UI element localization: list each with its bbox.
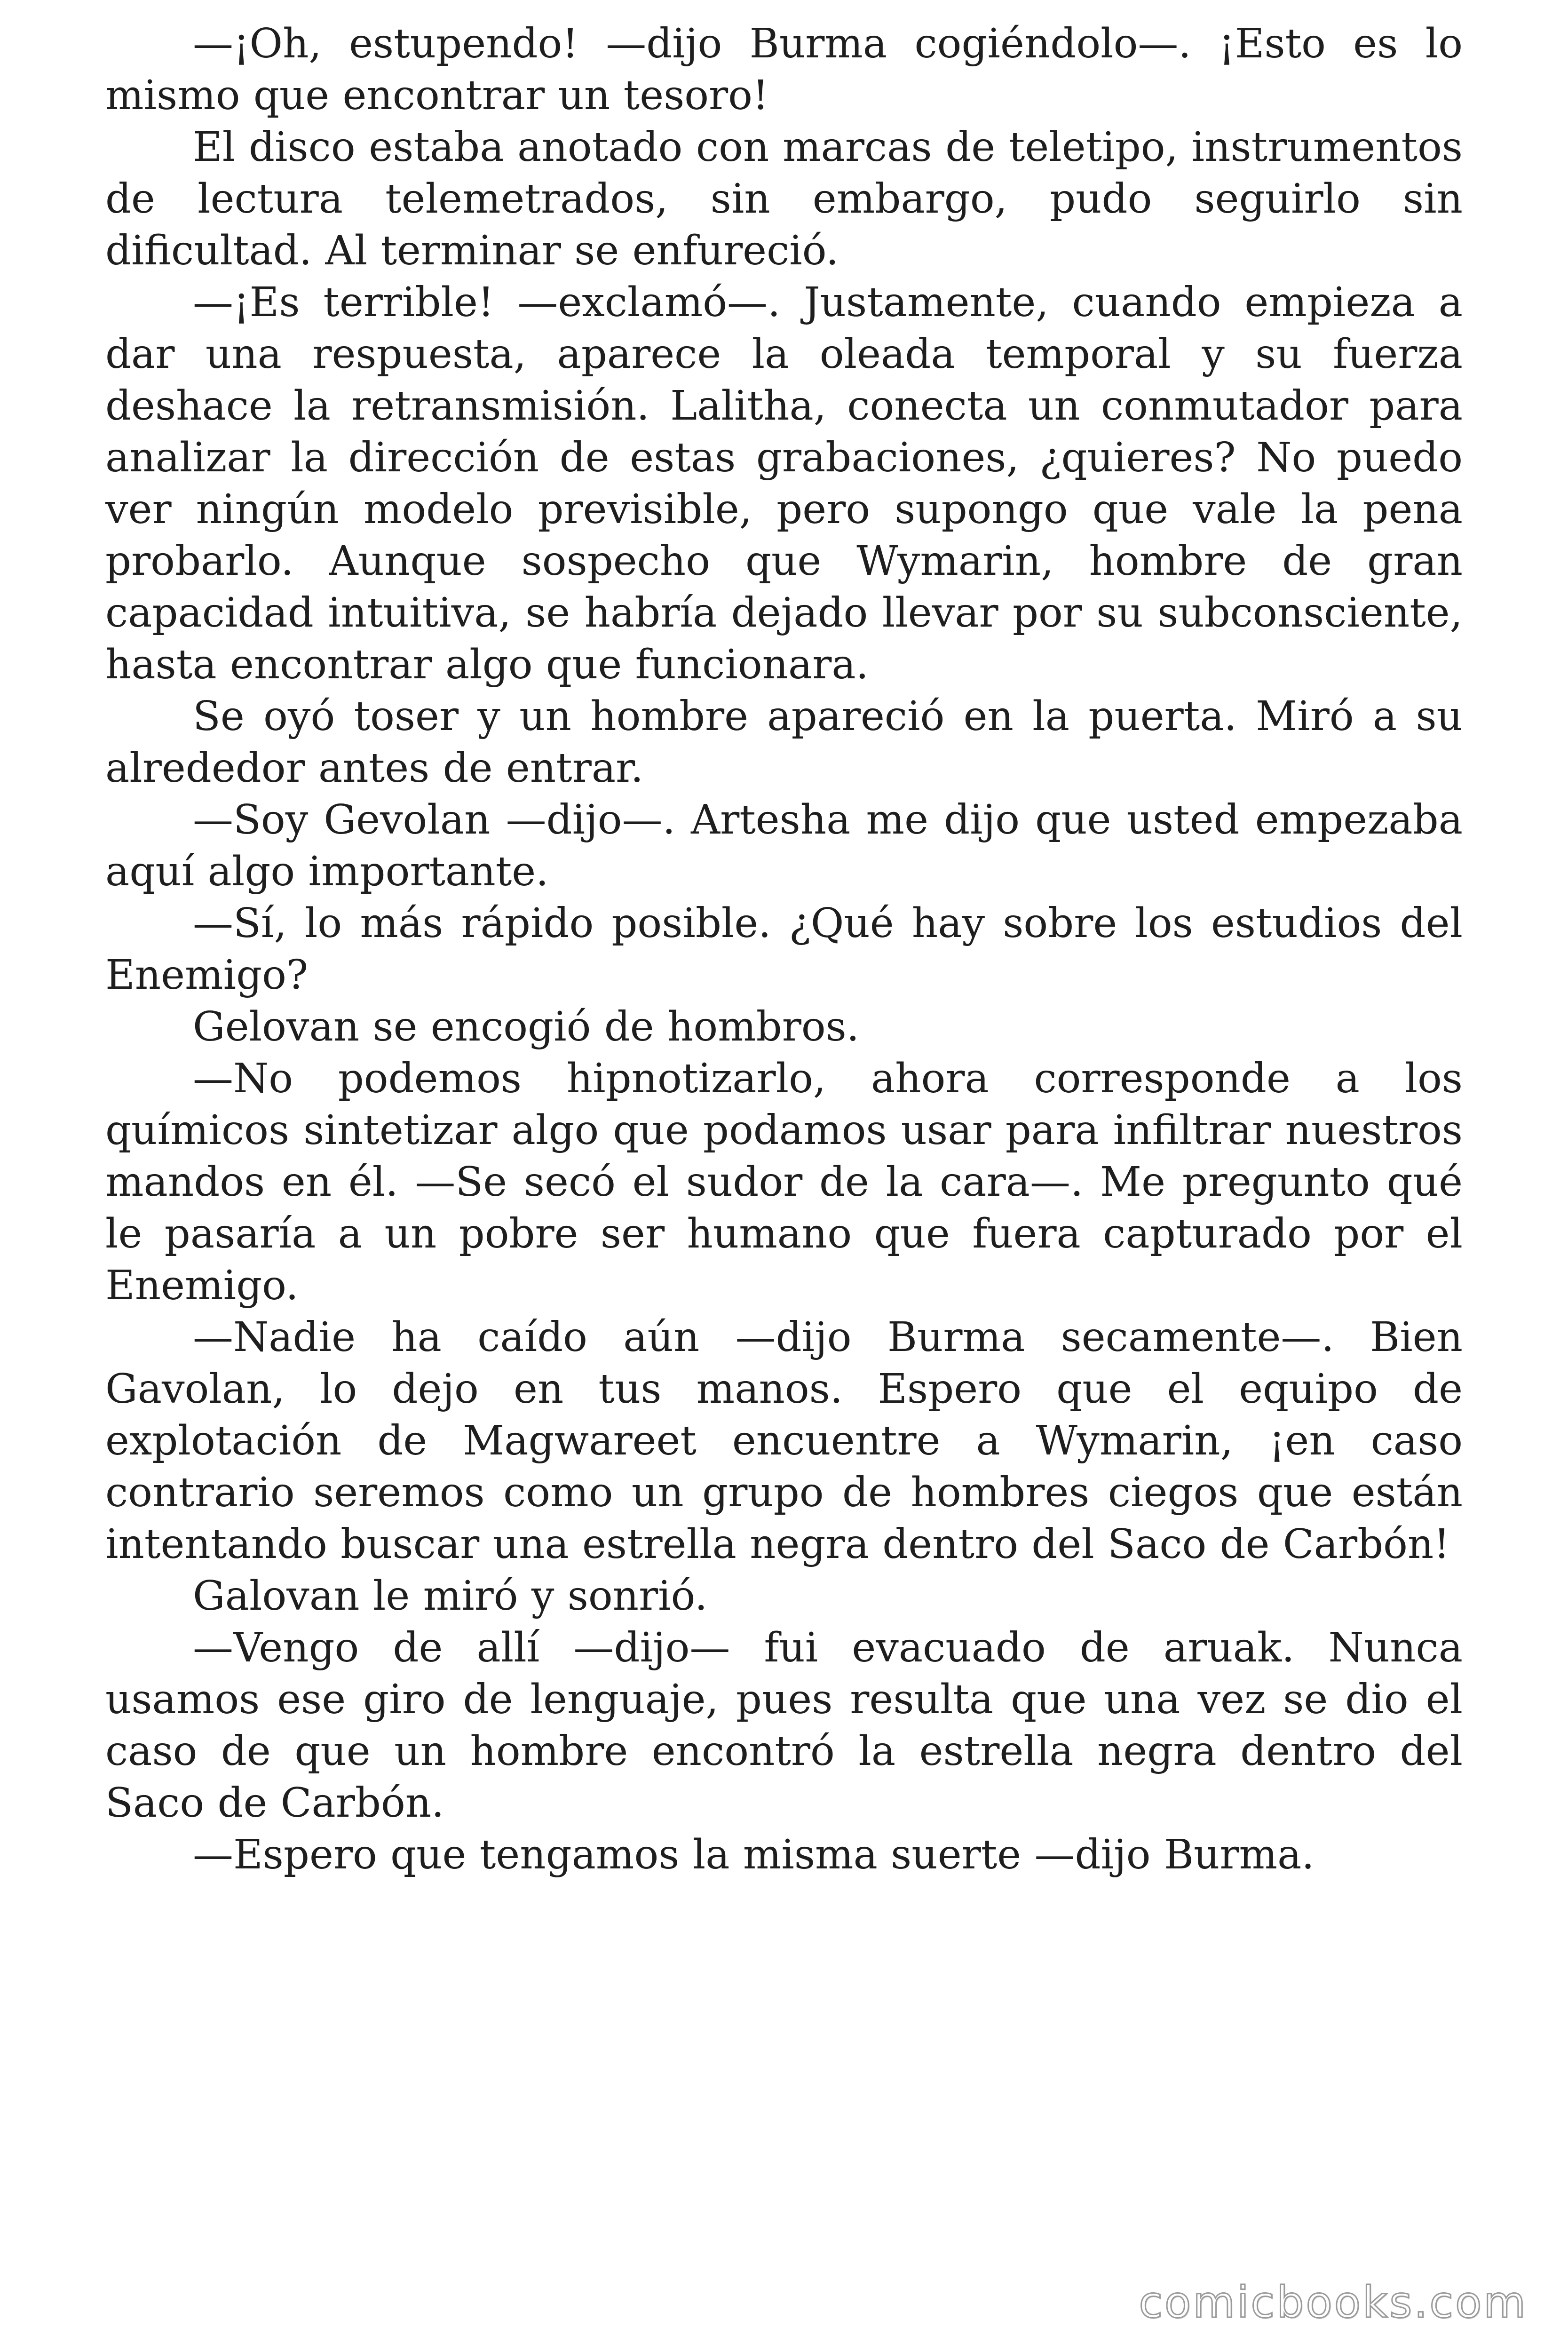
paragraph: —¡Oh, estupendo! —dijo Burma cogiéndolo—. ¡Esto es lo mismo que encontrar un tesoro! xyxy=(105,20,1463,119)
paragraph: Galovan le miró y sonrió. xyxy=(193,1573,708,1620)
paragraph: —No podemos hipnotizarlo, ahora corresponde a los químicos sintetizar algo que podamos usar para infiltrar nuestros mandos en él. —Se secó el sudor de la cara—. Me pregunto qué le pasaría a un pobre ser humano que fuera capturado por el Enemigo. xyxy=(105,1055,1463,1309)
paragraph: —Soy Gevolan —dijo—. Artesha me dijo que usted empezaba aquí algo importante. xyxy=(105,796,1463,895)
watermark: comicbooks.com xyxy=(1139,2277,1528,2328)
page-body-text xyxy=(105,18,1463,1881)
paragraph: —Nadie ha caído aún —dijo Burma secamente—. Bien Gavolan, lo dejo en tus manos. Espero que el equipo de explotación de Magwareet encuentre a Wymarin, ¡en caso contrario seremos como un grupo de hombres ciegos que están intentando buscar una estrella negra dentro del Saco de Carbón! xyxy=(105,1314,1463,1568)
paragraph: El disco estaba anotado con marcas de teletipo, instrumentos de lectura telemetrados, sin embargo, pudo seguirlo sin dificultad. Al terminar se enfureció. xyxy=(105,124,1463,274)
paragraph: Gelovan se encogió de hombros. xyxy=(193,1003,860,1050)
paragraph: Se oyó toser y un hombre apareció en la puerta. Miró a su alrededor antes de entrar. xyxy=(105,693,1463,792)
paragraph: —Espero que tengamos la misma suerte —dijo Burma. xyxy=(193,1831,1315,1878)
paragraph: —Vengo de allí —dijo— fui evacuado de aruak. Nunca usamos ese giro de lenguaje, pues resulta que una vez se dio el caso de que un hombre encontró la estrella negra dentro del Saco de Carbón. xyxy=(105,1624,1463,1827)
paragraph: —¡Es terrible! —exclamó—. Justamente, cuando empieza a dar una respuesta, aparece la oleada temporal y su fuerza deshace la retransmisión. Lalitha, conecta un conmutador para analizar la dirección de estas grabaciones, ¿quieres? No puedo ver ningún modelo previsible, pero supongo que vale la pena probarlo. Aunque sospecho que Wymarin, hombre de gran capacidad intuitiva, se habría dejado llevar por su subconsciente, hasta encontrar algo que funcionara. xyxy=(105,279,1463,688)
paragraph: —Sí, lo más rápido posible. ¿Qué hay sobre los estudios del Enemigo? xyxy=(105,900,1463,999)
